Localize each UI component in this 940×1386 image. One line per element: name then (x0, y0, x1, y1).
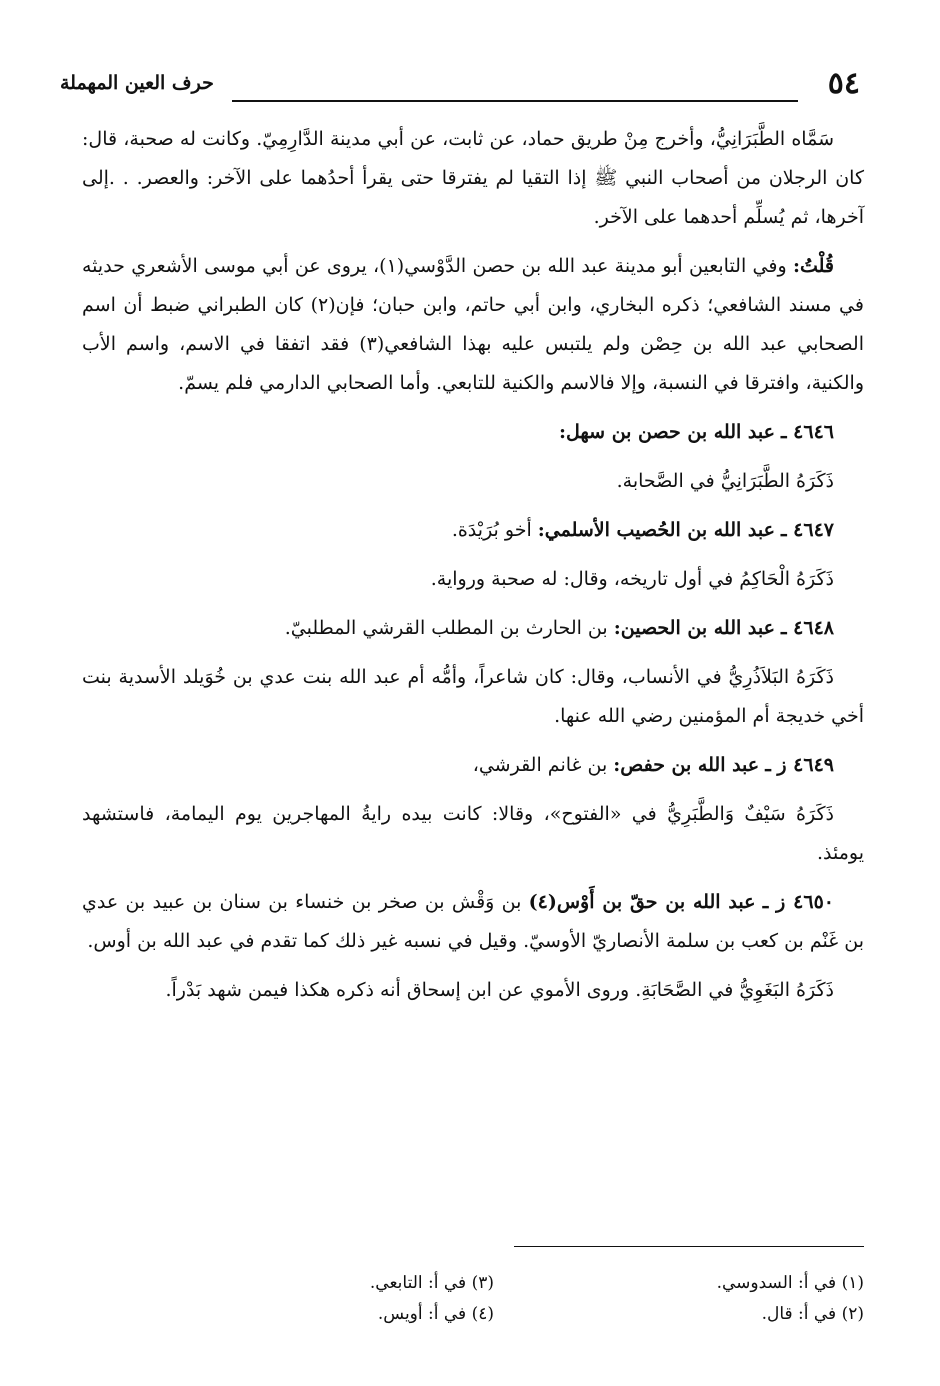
paragraph: سَمَّاه الطَّبَرَانِيُّ، وأخرج مِنْ طريق حماد، عن ثابت، عن أبي مدينة الدَّارِمِيّ. وكانت له صحبة، قال: كان الرجلان من أصحاب النبي ﷺ إذا التقيا لم يفترقا حتى يقرأ أحدُهما على الآخر: والعصر. . .إلى آخرها، ثم يُسلِّم أحدهما على الآخر. (82, 128, 864, 228)
entry-number: ٤٦٤٦ ـ (780, 421, 834, 443)
footnote-rule (514, 1246, 864, 1247)
footnote: (٤) في أ: أويس. (377, 1304, 494, 1324)
entry-heading (82, 883, 864, 961)
entry-number: ٤٦٤٨ ـ (780, 617, 834, 639)
paragraph-text: وفي التابعين أبو مدينة عبد الله بن حصن الدَّوْسي(١)، يروى عن أبي موسى الأشعري حديثه في مسند الشافعي؛ ذكره البخاري، وابن أبي حاتم، وابن حبان؛ فإن(٢) كان الطبراني ضبط أن اسم الصحابي عبد الله بن حِصْن ولم يلتبس عليه بهذا الشافعي(٣) فقد اتفقا في الاسم، واسم الأب والكنية، وافترقا في النسبة، وإلا فالاسم والكنية للتابعي. وأما الصحابي الدارمي فلم يسمّ. (82, 255, 864, 394)
qultu-label: قُلْتُ: (792, 255, 834, 277)
entry-name: عبد الله بن حقّ بن أَوْس(٤) (528, 891, 756, 913)
main-text (82, 120, 864, 1020)
entry-rest: أخو بُرَيْدَة. (451, 519, 532, 541)
entry-name: عبد الله بن الحُصيب الأسلمي: (537, 519, 775, 541)
entry-text: ذَكَرَهُ سَيْفٌ وَالطَّبَرِيُّ في «الفتوح»، وقالا: كانت بيده رايةُ المهاجرين يوم اليمامة، فاستشهد يومئذ. (82, 803, 864, 864)
running-head: حرف العين المهملة (60, 72, 214, 94)
entry-number: ٤٦٤٩ ز ـ (765, 754, 834, 776)
footnote: (١) في أ: السدوسي. (716, 1273, 864, 1293)
page-number: ٥٤ (827, 66, 860, 101)
entry-heading (82, 413, 864, 452)
entry-heading (82, 511, 864, 550)
entry-text: ذَكَرَهُ الْحَاكِمُ في أول تاريخه، وقال: له صحبة ورواية. (430, 568, 834, 590)
footnote-column (274, 1268, 494, 1330)
entry-number: ٤٦٥٠ ز ـ (762, 891, 834, 913)
entry-text: ذَكَرَهُ البَغَوِيُّ في الصَّحَابَةِ. وروى الأموي عن ابن إسحاق أنه ذكره هكذا فيمن شهد بَدْراً. (165, 979, 834, 1001)
paragraph (82, 247, 864, 403)
entry-number: ٤٦٤٧ ـ (780, 519, 834, 541)
entry-text: ذَكَرَهُ البَلاَذُرِيُّ في الأنساب، وقال: كان شاعراً، وأمُّه أم عبد الله بنت عدي بن خُوَيلد الأسدية بنت أخي خديجة أم المؤمنين رضي الله عنها. (82, 666, 864, 727)
entry-rest: بن الحارث بن المطلب القرشي المطلبيّ. (284, 617, 608, 639)
entry-rest: بن وَقْش بن صخر بن خنساء بن سنان بن عبيد بن عدي بن غَنْم بن كعب بن سلمة الأنصاريّ الأوسيّ. وقيل في نسبه غير ذلك كما تقدم في عبد الله بن أوس. (82, 891, 864, 952)
entry-text: ذَكَرَهُ الطَّبَرَانِيُّ في الصَّحابة. (616, 470, 834, 492)
entry-heading (82, 609, 864, 648)
page-header (60, 66, 860, 106)
footnote: (٣) في أ: التابعي. (369, 1273, 494, 1293)
entry-name: عبد الله بن حصن بن سهل: (559, 421, 775, 443)
entry-name: عبد الله بن حفص: (613, 754, 760, 776)
footnote: (٢) في أ: قال. (761, 1304, 864, 1324)
footnote-column (644, 1268, 864, 1330)
header-rule (232, 100, 798, 102)
entry-name: عبد الله بن الحصين: (613, 617, 775, 639)
entry-rest: بن غانم القرشي، (472, 754, 608, 776)
entry-heading (82, 746, 864, 785)
